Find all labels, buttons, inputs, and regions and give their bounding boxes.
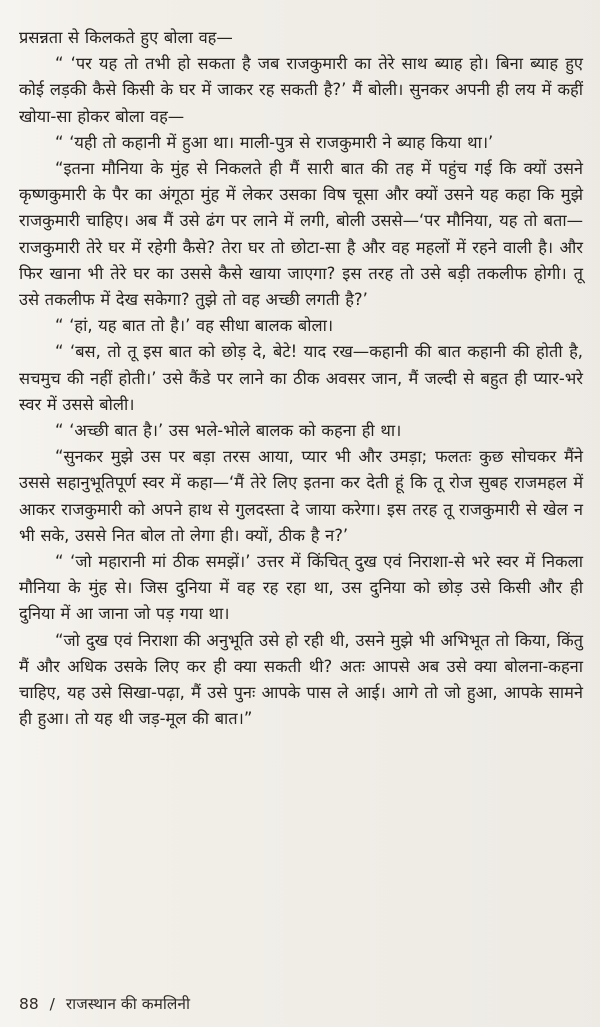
footer-separator: / — [49, 995, 55, 1013]
paragraph-7: “ ‘अच्छी बात है।’ उस भले-भोले बालक को कहना ही था। — [55, 421, 402, 441]
page-footer — [19, 993, 190, 1015]
paragraph-5: “ ‘हां, यह बात तो है।’ वह सीधा बालक बोला। — [55, 316, 334, 336]
paragraph-4: “इतना मौनिया के मुंह से निकलते ही मैं सारी बात की तह में पहुंच गई कि क्यों उसने कृष्णकुमारी के पैर का अंगूठा मुंह में लेकर उसका विष चूसा और क्यों उसने यह कहा कि मुझे राजकुमारी चाहिए। अब मैं उसे ढंग पर लाने में लगी, बोली उससे—‘पर मौनिया, यह तो बता—राजकुमारी तेरे घर में रहेगी कैसे? तेरा घर तो छोटा-सा है और वह महलों में रहने वाली है। और फिर खाना भी तेरे घर का उससे कैसे खाया जाएगा? इस तरह तो उसे बड़ी तकलीफ होगी। तू उसे तकलीफ में देख सकेगा? तुझे तो वह अच्छी लगती है?’ — [19, 159, 583, 310]
paragraph-6: “ ‘बस, तो तू इस बात को छोड़ दे, बेटे! याद रख—कहानी की बात कहानी की होती है, सचमुच की नहीं होती।’ उसे कैंडे पर लाने का ठीक अवसर जान, मैं जल्दी से बहुत ही प्यार-भरे स्वर में उससे बोली। — [19, 342, 583, 414]
paragraph-8: “सुनकर मुझे उस पर बड़ा तरस आया, प्यार भी और उमड़ा; फलतः कुछ सोचकर मैंने उससे सहानुभूतिपूर्ण स्वर में कहा—‘मैं तेरे लिए इतना कर देती हूं कि तू रोज सुबह राजमहल में आकर राजकुमारी को अपने हाथ से गुलदस्ता दे जाया करेगा। इस तरह तू राजकुमारी से खेल न भी सके, उससे नित बोल तो लेगा ही। क्यों, ठीक है न?’ — [19, 447, 583, 545]
paragraph-2: “ ‘पर यह तो तभी हो सकता है जब राजकुमारी का तेरे साथ ब्याह हो। बिना ब्याह हुए कोई लड़की कैसे किसी के घर में जाकर रह सकती है?’ मैं बोली। सुनकर अपनी ही लय में कहीं खोया-सा होकर बोला वह— — [19, 54, 583, 126]
book-title: राजस्थान की कमलिनी — [65, 995, 191, 1013]
paragraph-9: “ ‘जो महारानी मां ठीक समझें।’ उत्तर में किंचित् दुख एवं निराशा-से भरे स्वर में निकला मौनिया के मुंह से। जिस दुनिया में वह रह रहा था, उस दुनिया को छोड़ उसे किसी और ही दुनिया में आ जाना जो पड़ गया था। — [19, 552, 583, 624]
body-text — [19, 25, 583, 732]
paragraph-3: “ ‘यही तो कहानी में हुआ था। माली-पुत्र से राजकुमारी ने ब्याह किया था।’ — [55, 132, 494, 152]
paragraph-10: “जो दुख एवं निराशा की अनुभूति उसे हो रही थी, उसने मुझे भी अभिभूत तो किया, किंतु मैं और अधिक उसके लिए कर ही क्या सकती थी? अतः आपसे अब उसे क्या बोलना-कहना चाहिए, यह उसे सिखा-पढ़ा, मैं उसे पुनः आपके पास ले आई। आगे तो जो हुआ, आपके सामने ही हुआ। तो यह थी जड़-मूल की बात।” — [19, 630, 583, 729]
page-number: 88 — [19, 995, 39, 1013]
paragraph-1: प्रसन्नता से किलकते हुए बोला वह— — [19, 28, 233, 47]
